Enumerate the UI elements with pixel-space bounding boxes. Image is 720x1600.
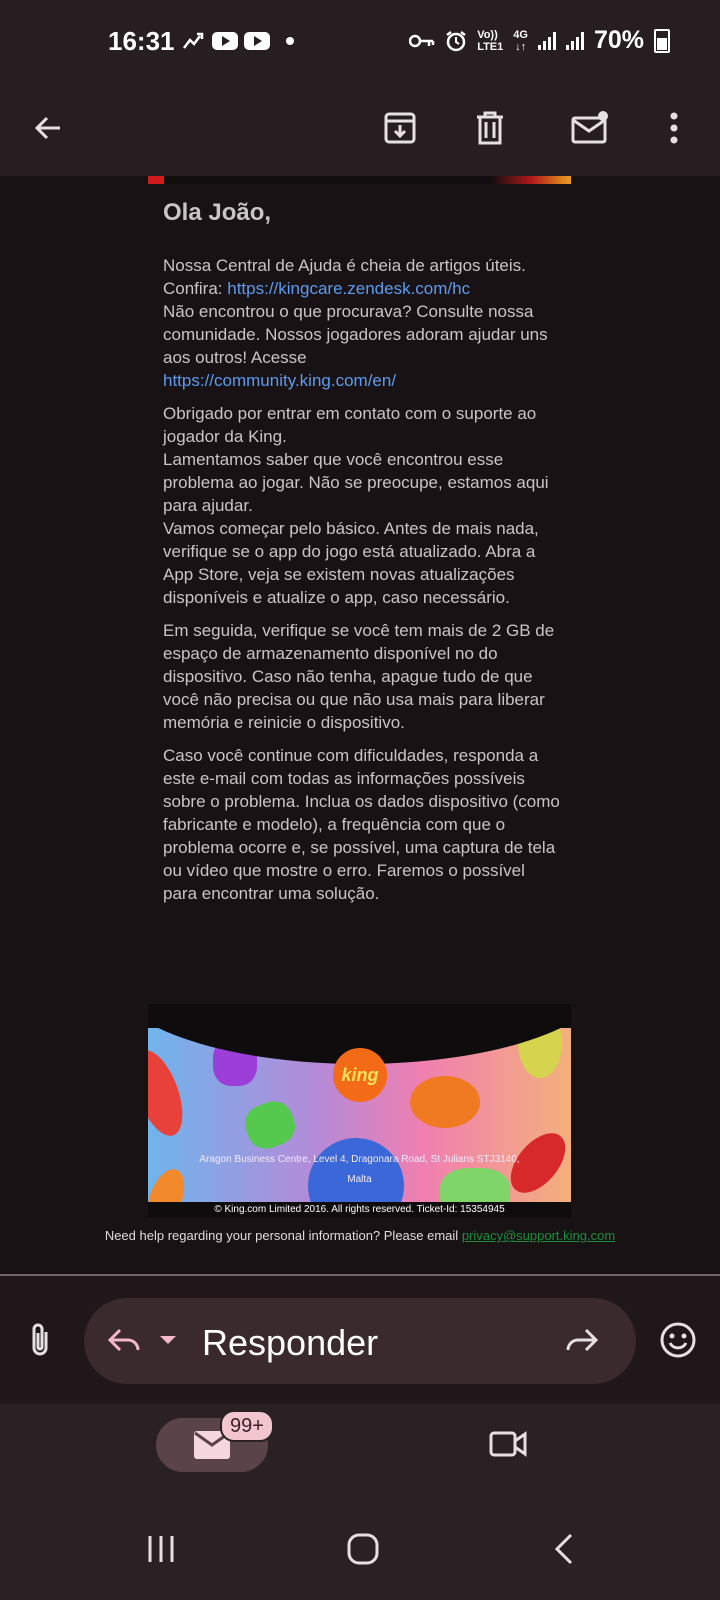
attachment-icon (20, 1320, 60, 1360)
data-sync-icon (180, 30, 206, 52)
bottom-navigation (0, 1404, 720, 1494)
help-text: Nossa Central de Ajuda é cheia de artigos úteis. Confira: (163, 256, 526, 298)
community-link[interactable]: https://community.king.com/en/ (163, 371, 397, 390)
status-time: 16:31 (108, 26, 175, 56)
email-content[interactable] (0, 176, 720, 1274)
community-text: Não encontrou o que procurava? Consulte nossa comunidade. Nossos jogadores adoram ajudar uns aos outros! Acesse (163, 302, 548, 367)
app-bar (0, 80, 720, 176)
status-bar (0, 0, 720, 80)
signal-icon (538, 32, 556, 50)
footer-city: Malta (347, 1174, 372, 1185)
volte-bottom: LTE1 (477, 40, 504, 53)
home-button[interactable] (338, 1524, 388, 1574)
system-navigation (0, 1494, 720, 1600)
dot-icon (286, 37, 294, 45)
network-type-label: 4G (513, 28, 528, 41)
delete-button[interactable] (466, 104, 514, 152)
battery-icon (654, 29, 670, 53)
video-camera-icon (488, 1428, 528, 1460)
forward-icon[interactable] (564, 1324, 600, 1356)
privacy-email-link[interactable]: privacy@support.king.com (461, 1228, 616, 1243)
recent-apps-icon (146, 1534, 176, 1564)
signal-icon (566, 32, 584, 50)
youtube-icon (244, 32, 270, 50)
delete-icon (474, 110, 506, 146)
paragraph-help (163, 254, 563, 392)
emoji-icon (658, 1320, 698, 1360)
volte-label (477, 29, 503, 53)
email-body (163, 198, 563, 915)
intro-line-2: Lamentamos saber que você encontrou esse problema ao jogar. Não se preocupe, estamos aqui para ajudar. (163, 450, 549, 515)
tab-meet[interactable] (488, 1428, 528, 1468)
emoji-button[interactable] (658, 1320, 698, 1360)
home-icon (346, 1532, 380, 1566)
back-arrow-icon (32, 112, 64, 144)
network-type (513, 29, 528, 53)
attach-button[interactable] (20, 1320, 60, 1360)
intro-line-1: Obrigado por entrar em contato com o suporte ao jogador da King. (163, 404, 537, 446)
help-center-link[interactable]: https://kingcare.zendesk.com/hc (227, 279, 471, 298)
mark-unread-button[interactable] (566, 104, 614, 152)
key-icon (409, 33, 435, 49)
reply-icon (106, 1324, 142, 1356)
notification-icons (180, 30, 294, 52)
mark-unread-icon (570, 110, 610, 146)
alarm-icon (445, 30, 467, 52)
paragraph-intro (163, 402, 563, 609)
mail-unread-badge: 99+ (220, 1410, 274, 1442)
email-greeting: Ola João, (163, 199, 272, 226)
data-arrows-icon: ↓↑ (515, 40, 527, 53)
battery-percent: 70% (593, 26, 644, 54)
chevron-left-icon (553, 1533, 577, 1565)
footer-copyright: © King.com Limited 2016. All rights reserved. Ticket-Id: 15354945 (148, 1202, 571, 1218)
paragraph-storage: Em seguida, verifique se você tem mais de 2 GB de espaço de armazenamento disponível no do dispositivo. Caso não tenha, apague tudo de que você não precisa ou que não usa mais para liberar memória e reinicie o dispositivo. (163, 621, 555, 732)
reply-label: Responder (202, 1322, 379, 1363)
footer-banner (148, 1004, 571, 1218)
youtube-icon (212, 32, 238, 50)
volte-top: Vo)) (477, 28, 498, 41)
archive-icon (382, 110, 418, 146)
footer-address: Aragon Business Centre, Level 4, Dragonara Road, St Julians STJ3140, (199, 1154, 520, 1165)
paragraph-support: Caso você continue com dificuldades, responda a este e-mail com todas as informações possíveis sobre o problema. Inclua os dados dispositivo (como fabricante e modelo), a frequência com que o problema ocorre e, se possível, uma captura de tela ou vídeo que mostre o erro. Faremos o possível para encontrar uma solução. (163, 746, 560, 903)
reply-button[interactable] (84, 1298, 636, 1384)
header-banner-strip (148, 176, 571, 184)
more-vert-icon (669, 112, 679, 144)
status-right (409, 26, 670, 55)
privacy-notice (0, 1228, 720, 1243)
intro-line-3: Vamos começar pelo básico. Antes de mais nada, verifique se o app do jogo está atualizado. Abra a App Store, veja se existem novas atualizações disponíveis e atualize o app, caso necessário. (163, 519, 539, 607)
chevron-down-icon[interactable] (158, 1334, 178, 1346)
archive-button[interactable] (376, 104, 424, 152)
system-back-button[interactable] (540, 1524, 590, 1574)
king-logo: king (333, 1048, 387, 1102)
back-button[interactable] (24, 104, 72, 152)
recent-apps-button[interactable] (136, 1524, 186, 1574)
more-options-button[interactable] (650, 104, 698, 152)
privacy-text: Need help regarding your personal information? Please email (104, 1228, 462, 1243)
reply-bar (0, 1276, 720, 1404)
